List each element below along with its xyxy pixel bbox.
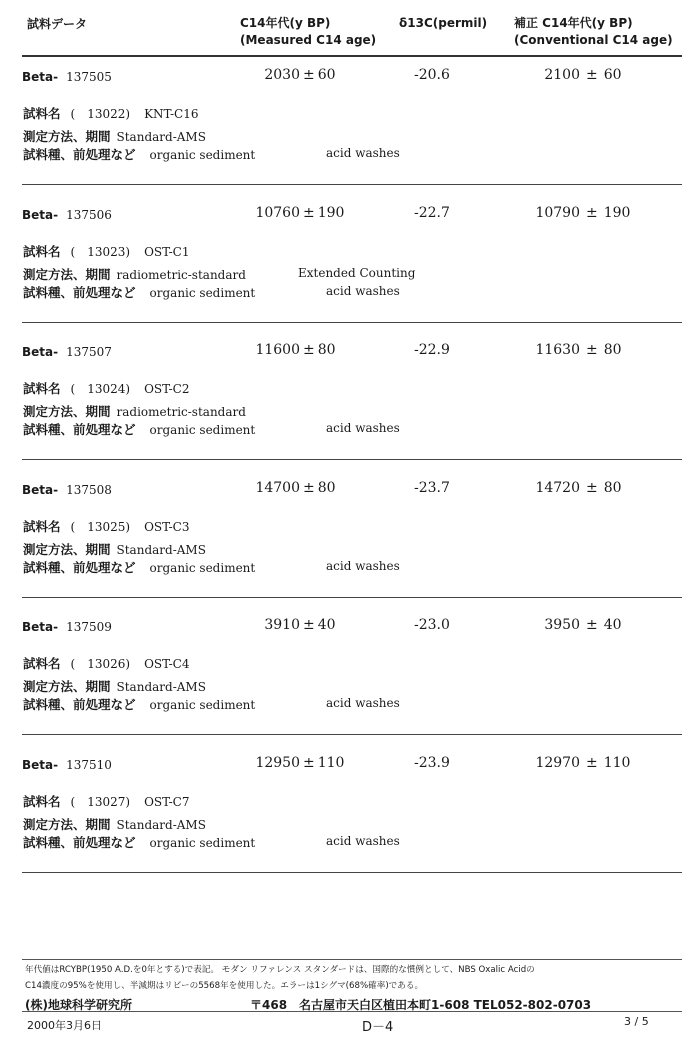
report-date: 2000年3月6日 [27, 1019, 102, 1032]
method-row [23, 265, 246, 283]
pretreatment-label: 試料種、前処理など [23, 422, 136, 437]
measured-error: 80 [317, 342, 336, 358]
conventional-value: 11630 [535, 342, 580, 358]
beta-label: Beta- [22, 620, 59, 634]
plus-minus: ± [586, 617, 598, 633]
sample-record [0, 204, 693, 345]
measured-value: 12950 [255, 754, 300, 771]
method-label: 測定方法、期間 [23, 816, 111, 832]
measured-age [230, 67, 370, 83]
measured-age [230, 342, 370, 358]
sample-id [22, 758, 112, 772]
method-row [23, 815, 206, 833]
method-value: Standard-AMS [116, 542, 206, 557]
delta-13c-value: -23.9 [414, 754, 450, 771]
sample-name: OST-C4 [144, 657, 190, 671]
sample-divider [22, 459, 682, 460]
sample-name-label: 試料名 [23, 106, 61, 121]
beta-number: 137507 [66, 345, 112, 359]
conventional-age [510, 755, 630, 771]
sample-record [0, 67, 693, 207]
measured-error: 190 [317, 204, 345, 221]
conventional-error: 60 [603, 67, 622, 83]
sample-name-row [23, 379, 189, 397]
delta-13c-value: -23.0 [414, 617, 450, 633]
pretreatment-row [23, 833, 255, 851]
company-name: (株)地球科学研究所 [25, 998, 132, 1012]
measured-error: 110 [317, 754, 345, 771]
plus-minus: ± [586, 479, 598, 496]
conventional-age [510, 480, 622, 496]
sample-divider [22, 184, 682, 185]
sample-name: OST-C3 [144, 519, 190, 534]
page-number: 3 / 5 [624, 1015, 649, 1028]
plus-minus: ± [303, 67, 315, 83]
conventional-age [510, 617, 622, 633]
conventional-error: 80 [603, 342, 622, 358]
beta-number: 137509 [66, 620, 112, 634]
beta-number: 137510 [66, 757, 112, 772]
beta-number: 137505 [66, 70, 112, 84]
pretreatment-label: 試料種、前処理など [23, 147, 136, 162]
sample-divider [22, 597, 682, 598]
beta-number: 137506 [66, 207, 112, 222]
pretreatment-row [23, 695, 255, 713]
conventional-age [510, 205, 630, 221]
plus-minus: ± [303, 479, 315, 496]
pretreatment-label: 試料種、前処理など [23, 834, 136, 850]
sample-divider [22, 734, 682, 735]
pretreatment-value: acid washes [326, 283, 400, 298]
sample-id [22, 345, 112, 359]
footnote-line1: 年代値はRCYBP(1950 A.D.を0年とする)で表記。 モダン リファレンス スタンダードは、国際的な慣例として、NBS Oxalic Acidの [25, 965, 535, 975]
measured-value: 11600 [255, 342, 300, 358]
conventional-header-line1: 補正 C14年代(y BP) [514, 16, 633, 30]
measured-value: 10760 [255, 204, 300, 221]
pretreatment-label: 試料種、前処理など [23, 559, 136, 575]
measured-age [230, 755, 370, 771]
sample-name: OST-C2 [144, 382, 190, 396]
beta-number: 137508 [66, 482, 112, 497]
plus-minus: ± [586, 204, 598, 221]
plus-minus: ± [303, 342, 315, 358]
conventional-value: 12970 [535, 754, 580, 771]
sample-name: OST-C1 [144, 244, 190, 259]
sample-name-label: 試料名 [23, 518, 61, 534]
conventional-age [510, 342, 622, 358]
measured-value: 3910 [264, 617, 300, 633]
beta-label: Beta- [22, 345, 59, 359]
sample-code: ( 13025) [70, 519, 131, 534]
method-row [23, 127, 206, 145]
delta-13c-value: -22.9 [414, 342, 450, 358]
delta-13c-value: -23.7 [414, 479, 450, 496]
sample-id [22, 70, 112, 84]
conventional-age [510, 67, 622, 83]
delta-13c-value: -22.7 [414, 204, 450, 221]
pretreatment-label: 試料種、前処理など [23, 284, 136, 300]
sample-name-label: 試料名 [23, 793, 61, 809]
footnote [25, 962, 675, 994]
pretreatment-value: acid washes [326, 833, 400, 848]
pretreatment-value: acid washes [326, 146, 400, 160]
method-row [23, 677, 206, 695]
plus-minus: ± [303, 617, 315, 633]
material-value: organic sediment [149, 285, 256, 300]
method-value: Standard-AMS [116, 680, 206, 694]
sample-name-row [23, 104, 199, 122]
sample-code: ( 13027) [70, 794, 131, 809]
measured-header-line2: (Measured C14 age) [240, 33, 377, 47]
plus-minus: ± [303, 204, 315, 221]
footer-divider-bottom [22, 1011, 682, 1012]
column-header-conventional [514, 15, 673, 49]
conventional-value: 2100 [544, 67, 580, 83]
plus-minus: ± [586, 754, 598, 771]
conventional-error: 40 [603, 617, 622, 633]
sample-name: OST-C7 [144, 794, 190, 809]
pretreatment-value: acid washes [326, 696, 400, 710]
sample-divider [22, 872, 682, 873]
conventional-value: 3950 [544, 617, 580, 633]
conventional-header-line2: (Conventional C14 age) [514, 33, 673, 47]
method-label: 測定方法、期間 [23, 541, 111, 557]
footer-divider [22, 959, 682, 960]
sample-name-row [23, 517, 189, 535]
measured-value: 2030 [264, 67, 300, 83]
pretreatment-row [23, 145, 255, 163]
conventional-error: 190 [603, 204, 631, 221]
method-value: radiometric-standard [116, 405, 246, 419]
measured-error: 80 [317, 479, 336, 496]
sample-name-row [23, 792, 189, 810]
pretreatment-label: 試料種、前処理など [23, 697, 136, 712]
method-label: 測定方法、期間 [23, 266, 111, 282]
method-label: 測定方法、期間 [23, 679, 111, 694]
conventional-value: 14720 [535, 479, 580, 496]
material-value: organic sediment [149, 698, 256, 712]
measured-age [230, 205, 370, 221]
column-header-measured [240, 15, 376, 49]
sample-name-label: 試料名 [23, 381, 61, 396]
plus-minus: ± [586, 67, 598, 83]
company-address: 〒468 名古屋市天白区植田本町1-608 TEL052-802-0703 [250, 998, 592, 1012]
pretreatment-value: acid washes [326, 421, 400, 435]
sample-id [22, 208, 112, 222]
page-id: D－4 [362, 1020, 394, 1035]
sample-record [0, 754, 693, 895]
conventional-error: 110 [603, 754, 631, 771]
sample-name: KNT-C16 [144, 107, 199, 121]
sample-record [0, 342, 693, 482]
sample-code: ( 13023) [70, 244, 131, 259]
column-header-sample-data: 試料データ [27, 17, 88, 31]
material-value: organic sediment [149, 423, 256, 437]
plus-minus: ± [586, 342, 598, 358]
beta-label: Beta- [22, 757, 59, 772]
beta-label: Beta- [22, 70, 59, 84]
conventional-error: 80 [603, 479, 622, 496]
sample-code: ( 13022) [70, 107, 131, 121]
sample-code: ( 13024) [70, 382, 131, 396]
method-row [23, 402, 246, 420]
sample-name-label: 試料名 [23, 656, 61, 671]
sample-divider [22, 322, 682, 323]
measured-error: 60 [317, 67, 336, 83]
measured-age [230, 480, 370, 496]
method-label: 測定方法、期間 [23, 404, 111, 419]
method-label: 測定方法、期間 [23, 129, 111, 144]
sample-code: ( 13026) [70, 657, 131, 671]
material-value: organic sediment [149, 560, 256, 575]
pretreatment-value: acid washes [326, 558, 400, 573]
measured-header-line1: C14年代(y BP) [240, 16, 331, 30]
pretreatment-row [23, 283, 255, 301]
beta-label: Beta- [22, 207, 59, 222]
sample-name-row [23, 654, 189, 672]
measured-error: 40 [317, 617, 336, 633]
method-value: Standard-AMS [116, 130, 206, 144]
pretreatment-row [23, 420, 255, 438]
method-value: Standard-AMS [116, 817, 206, 832]
sample-id [22, 620, 112, 634]
measured-age [230, 617, 370, 633]
method-extra: Extended Counting [298, 265, 416, 280]
sample-name-label: 試料名 [23, 243, 61, 259]
sample-record [0, 617, 693, 757]
conventional-value: 10790 [535, 204, 580, 221]
material-value: organic sediment [149, 835, 256, 850]
pretreatment-row [23, 558, 255, 576]
header-divider [22, 55, 682, 57]
sample-name-row [23, 242, 189, 260]
material-value: organic sediment [149, 148, 256, 162]
method-row [23, 540, 206, 558]
measured-value: 14700 [255, 479, 300, 496]
column-header-delta: δ13C(permil) [399, 16, 488, 30]
sample-id [22, 483, 112, 497]
plus-minus: ± [303, 754, 315, 771]
beta-label: Beta- [22, 482, 59, 497]
sample-record [0, 479, 693, 620]
delta-13c-value: -20.6 [414, 67, 450, 83]
method-value: radiometric-standard [116, 267, 246, 282]
footnote-line2: C14濃度の95%を使用し、半減期はリビーの5568年を使用した。エラーは1シグマ(68%確率)である。 [25, 981, 424, 991]
